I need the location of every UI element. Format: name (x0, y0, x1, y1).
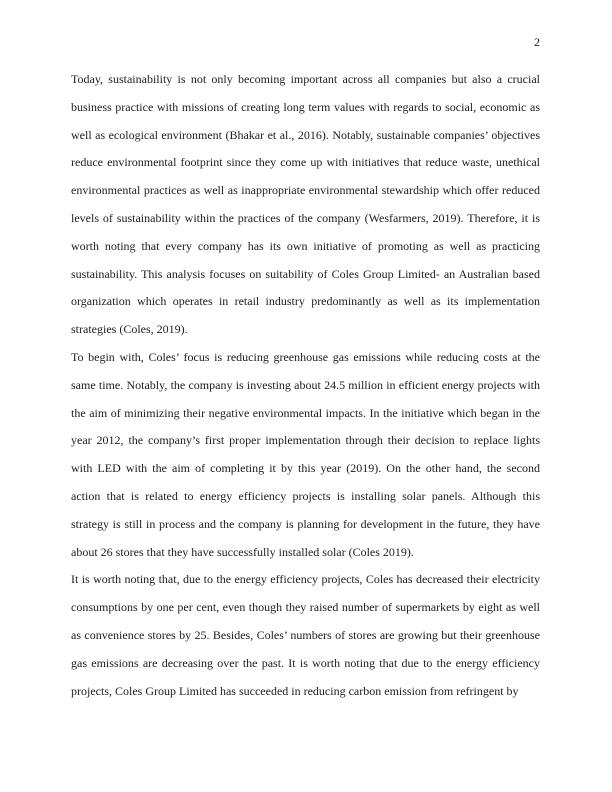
text-line: levels of sustainability within the practices of the company (Wesfarmers, 2019). Therefore, it is (71, 210, 540, 225)
text-line: well as ecological environment (Bhakar et al., 2016). Notably, sustainable companies’ objectives (71, 127, 540, 142)
text-line: about 26 stores that they have successfully installed solar (Coles 2019). (71, 544, 414, 559)
text-line: organization which operates in retail industry predominantly as well as its implementation (71, 294, 540, 309)
text-line: It is worth noting that, due to the energy efficiency projects, Coles has decreased their electricity (71, 572, 540, 587)
text-line: worth noting that every company has its own initiative of promoting as well as practicing (71, 238, 540, 253)
text-line: as convenience stores by 25. Besides, Coles’ numbers of stores are growing but their greenhouse (71, 627, 540, 642)
text-line: same time. Notably, the company is investing about 24.5 million in efficient energy projects with (71, 377, 540, 392)
text-line: environmental practices as well as inappropriate environmental stewardship which offer reduced (71, 183, 540, 198)
paragraph (71, 66, 540, 344)
text-line: strategies (Coles, 2019). (71, 322, 188, 337)
document-body (71, 66, 540, 705)
text-line: sustainability. This analysis focuses on suitability of Coles Group Limited- an Australian based (71, 266, 540, 281)
text-line: To begin with, Coles’ focus is reducing greenhouse gas emissions while reducing costs at the (71, 349, 540, 364)
text-line: reduce environmental footprint since they come up with initiatives that reduce waste, unethical (71, 155, 540, 170)
text-line: business practice with missions of creating long term values with regards to social, economic as (71, 99, 540, 114)
paragraph (71, 344, 540, 566)
text-line: year 2012, the company’s first proper implementation through their decision to replace lights (71, 433, 540, 448)
text-line: strategy is still in process and the company is planning for development in the future, they have (71, 516, 540, 531)
text-line: action that is related to energy efficiency projects is installing solar panels. Although this (71, 488, 540, 503)
text-line: with LED with the aim of completing it by this year (2019). On the other hand, the second (71, 461, 540, 476)
text-line: the aim of minimizing their negative environmental impacts. In the initiative which began in the (71, 405, 540, 420)
paragraph (71, 566, 540, 705)
text-line: Today, sustainability is not only becoming important across all companies but also a crucial (71, 72, 540, 86)
text-line: projects, Coles Group Limited has succeeded in reducing carbon emission from refringent by (71, 683, 519, 698)
text-line: consumptions by one per cent, even though they raised number of supermarkets by eight as well (71, 600, 540, 615)
page-number: 2 (534, 35, 540, 49)
text-line: gas emissions are decreasing over the past. It is worth noting that due to the energy efficiency (71, 655, 540, 670)
